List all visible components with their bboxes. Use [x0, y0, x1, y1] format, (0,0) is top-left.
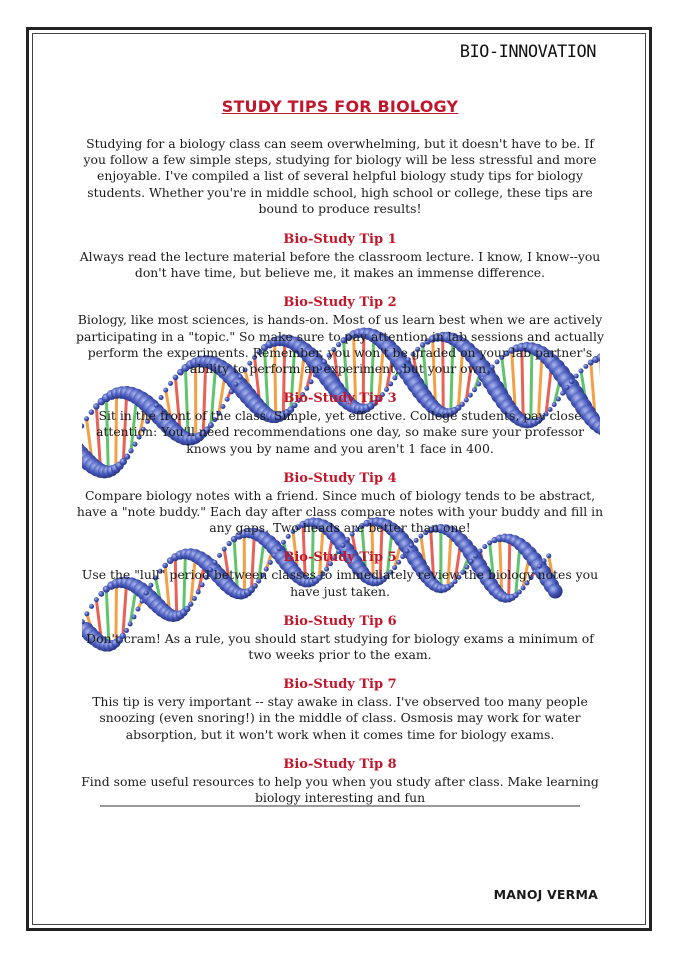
- tip-7: [76, 676, 604, 743]
- tip-heading: Bio-Study Tip 8: [283, 756, 397, 772]
- tip-heading: Bio-Study Tip 3: [283, 391, 397, 407]
- tip-heading: Bio-Study Tip 1: [283, 232, 397, 248]
- intro-paragraph: Studying for a biology class can seem overwhelming, but it doesn't have to be. If you follow a few simple steps, studying for biology will be less stressful and more enjoyable. I've compiled a list of several helpful biology study tips for biology students. Whether you're in middle school, high school or college, these tips are bound to produce results!: [83, 136, 597, 216]
- tip-heading: Bio-Study Tip 4: [283, 470, 397, 486]
- tip-2: [76, 294, 604, 377]
- tip-3: [76, 390, 604, 457]
- tip-body: Compare biology notes with a friend. Since much of biology tends to be abstract, have a "note buddy." Each day after class compare notes with your buddy and fill in any gaps. Two heads are better than one!: [76, 487, 604, 536]
- header-brand: BIO-INNOVATION: [459, 42, 596, 62]
- tip-heading: Bio-Study Tip 6: [283, 613, 397, 629]
- page-title: STUDY TIPS FOR BIOLOGY: [221, 97, 459, 116]
- tip-8: [76, 756, 604, 806]
- tip-heading: Bio-Study Tip 5: [283, 550, 397, 566]
- tip-4: [76, 470, 604, 537]
- tip-body: Sit in the front of the class. Simple, yet effective. College students, pay close attention: You'll need recommendations one day, so make sure your professor knows you by name and you aren't 1 face in 400.: [95, 408, 585, 456]
- content: [76, 136, 604, 819]
- tip-body: Biology, like most sciences, is hands-on. Most of us learn best when we are actively participating in a "topic." So make sure to pay attention in lab sessions and actually perform the experiments. Remember, you won't be graded on your lab partner's ability to perform an experiment, but your own.: [76, 312, 604, 377]
- author-name: MANOJ VERMA: [493, 887, 598, 902]
- tip-heading: Bio-Study Tip 7: [283, 677, 397, 693]
- tip-body: Find some useful resources to help you when you study after class. Make learning biology interesting and fun: [81, 773, 599, 806]
- tip-5: [76, 549, 604, 599]
- tip-heading: Bio-Study Tip 2: [283, 295, 397, 311]
- tip-body: Use the "lull" period between classes to immediately review the biology notes you have just taken.: [81, 567, 599, 599]
- tip-body: This tip is very important -- stay awake in class. I've observed too many people snoozing (even snoring!) in the middle of class. Osmosis may work for water absorption, but it won't work when it comes time for biology exams.: [92, 694, 588, 742]
- tip-body: Don't cram! As a rule, you should start studying for biology exams a minimum of two weeks prior to the exam.: [86, 630, 594, 663]
- tip-1: [76, 231, 604, 281]
- tip-6: [76, 613, 604, 663]
- footer-divider: [100, 805, 580, 807]
- tip-body: Always read the lecture material before the classroom lecture. I know, I know--you don't have time, but believe me, it makes an immense difference.: [79, 249, 601, 281]
